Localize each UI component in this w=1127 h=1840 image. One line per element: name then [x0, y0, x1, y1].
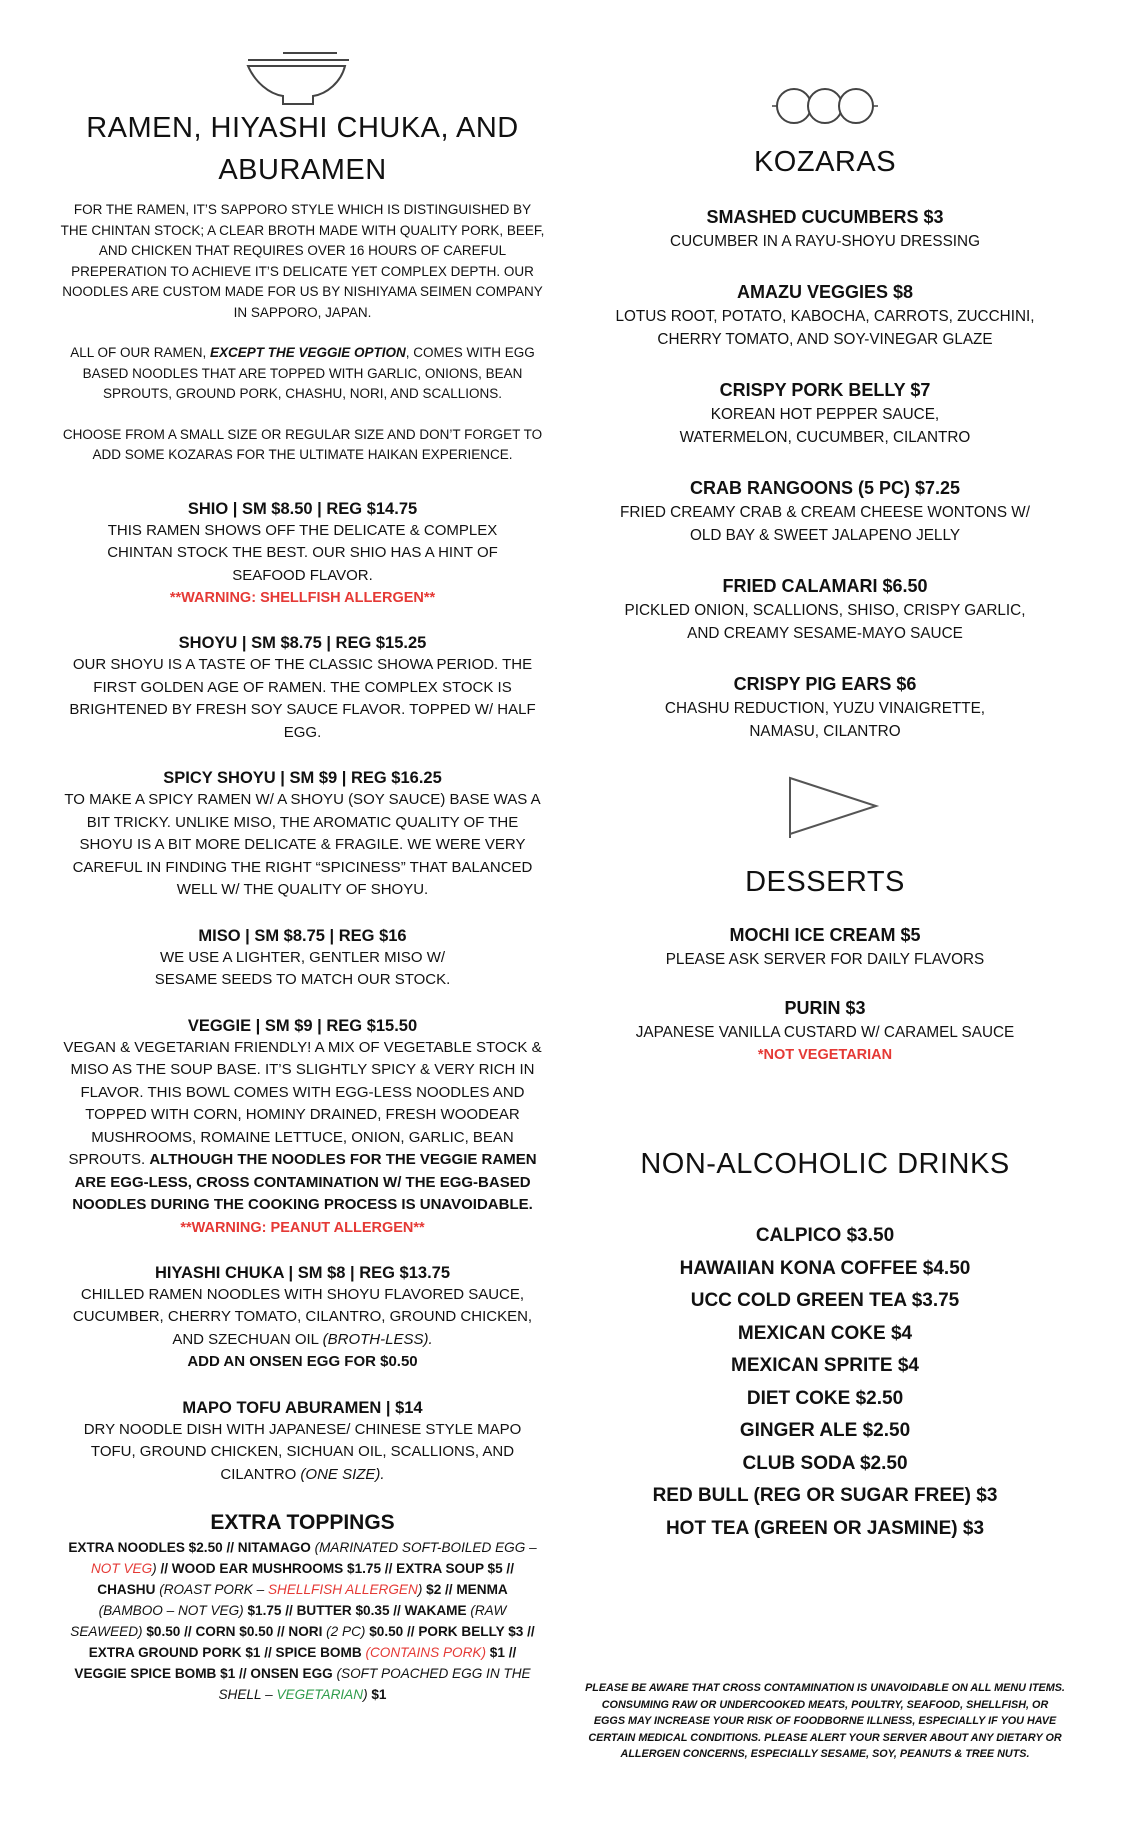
- kozara-item: CRISPY PORK BELLY $7 KOREAN HOT PEPPER SAUCE, WATERMELON, CUCUMBER, CILANTRO: [679, 380, 971, 446]
- menu-item-spicy-shoyu: [60, 767, 545, 902]
- kozaras-column: [600, 142, 1050, 769]
- item-title: HIYASHI CHUKA | SM $8 | REG $13.75: [154, 1263, 451, 1282]
- kozara-item: CRISPY PIG EARS $6 CHASHU REDUCTION, YUZU VINAIGRETTE, NAMASU, CILANTRO: [664, 674, 986, 740]
- menu-item-shio: [60, 498, 545, 610]
- drink-item: CALPICO $3.50: [755, 1225, 895, 1246]
- drink-item: HAWAIIAN KONA COFFEE $4.50: [679, 1257, 971, 1279]
- drink-item: UCC COLD GREEN TEA $3.75: [690, 1290, 960, 1311]
- drink-item: DIET COKE $2.50: [746, 1387, 904, 1409]
- kozaras-title: KOZARAS: [753, 146, 897, 178]
- kozara-item: SMASHED CUCUMBERS $3 CUCUMBER IN A RAYU-SHOYU DRESSING: [670, 207, 980, 250]
- drinks-list: [600, 1220, 1050, 1545]
- extra-toppings-list: EXTRA NOODLES $2.50 // NITAMAGO (MARINATED SOFT-BOILED EGG – NOT VEG) // WOOD EAR MUSHROOMS $1.75 // EXTRA SOUP $5 // CHASHU (ROAST PORK – SHELLFISH ALLERGEN) $2 // MENMA (BAMBOO – NOT VEG) $1.75 // BUTTER $0.35 // WAKAME (RAW SEAWEED) $0.50 // CORN $0.50 // NORI (2 PC) $0.50 // PORK BELLY $3 // EXTRA GROUND PORK $1 // SPICE BOMB (CONTAINS PORK) $1 // VEGGIE SPICE BOMB $1 // ONSEN EGG (SOFT POACHED EGG IN THE SHELL – VEGETARIAN) $1: [68, 1540, 537, 1702]
- desserts-title: DESSERTS: [745, 866, 905, 898]
- dessert-item: PURIN $3 JAPANESE VANILLA CUSTARD W/ CARAMEL SAUCE *NOT VEGETARIAN: [600, 995, 1050, 1066]
- menu-item-hiyashi-chuka: [60, 1262, 545, 1374]
- drinks-title: NON-ALCOHOLIC DRINKS: [640, 1148, 1010, 1180]
- item-description: CHILLED RAMEN NOODLES WITH SHOYU FLAVORED SAUCE, CUCUMBER, CHERRY TOMATO, CILANTRO, GROUND CHICKEN, AND SZECHUAN OIL (BROTH-LESS).: [72, 1285, 533, 1348]
- menu-item-miso: [60, 925, 545, 992]
- kozara-item: FRIED CALAMARI $6.50 PICKLED ONION, SCALLIONS, SHISO, CRISPY GARLIC, AND CREAMY SESAME-MAYO SAUCE: [624, 576, 1026, 642]
- allergen-warning: **WARNING: SHELLFISH ALLERGEN**: [169, 590, 436, 606]
- item-description: VEGAN & VEGETARIAN FRIENDLY! A MIX OF VEGETABLE STOCK & MISO AS THE SOUP BASE. IT’S SLIGHTLY SPICY & VERY RICH IN FLAVOR. THIS BOWL COMES WITH EGG-LESS NOODLES AND TOPPED WITH CORN, HOMINY DRAINED, FRESH WOODEAR MUSHROOMS, ROMAINE LETTUCE, ONION, GARLIC, BEAN SPROUTS. ALTHOUGH THE NOODLES FOR THE VEGGIE RAMEN ARE EGG-LESS, CROSS CONTAMINATION W/ THE EGG-BASED NOODLES DURING THE COOKING PROCESS IS UNAVOIDABLE.: [63, 1038, 542, 1213]
- item-title: SHIO | SM $8.50 | REG $14.75: [187, 499, 418, 518]
- item-title: MAPO TOFU ABURAMEN | $14: [182, 1398, 423, 1417]
- drinks-column: [600, 1144, 1050, 1545]
- item-description: DRY NOODLE DISH WITH JAPANESE/ CHINESE STYLE MAPO TOFU, GROUND CHICKEN, SICHUAN OIL, SCALLIONS, AND CILANTRO (ONE SIZE).: [83, 1420, 522, 1483]
- drink-item: GINGER ALE $2.50: [739, 1420, 911, 1441]
- drink-item: HOT TEA (GREEN OR JASMINE) $3: [665, 1517, 985, 1539]
- item-description: THIS RAMEN SHOWS OFF THE DELICATE & COMPLEX CHINTAN STOCK THE BEST. OUR SHIO HAS A HINT OF SEAFOOD FLAVOR.: [107, 521, 498, 584]
- item-title: SPICY SHOYU | SM $9 | REG $16.25: [163, 769, 442, 787]
- not-vegetarian-note: *NOT VEGETARIAN: [757, 1047, 893, 1063]
- item-addon: ADD AN ONSEN EGG FOR $0.50: [187, 1353, 418, 1370]
- allergen-disclaimer: PLEASE BE AWARE THAT CROSS CONTAMINATION IS UNAVOIDABLE ON ALL MENU ITEMS. CONSUMING RAW OR UNDERCOOKED MEATS, POULTRY, SEAFOOD, SHELLFISH, OR EGGS MAY INCREASE YOUR RISK OF FOODBORNE ILLNESS, ESPECIALLY IF YOU HAVE CERTAIN MEDICAL CONDITIONS. PLEASE ALERT YOUR SERVER ABOUT ANY DIETARY OR ALLERGEN CONCERNS, ESPECIALLY SESAME, SOY, PEANUTS & TREE NUTS.: [585, 1682, 1065, 1760]
- item-description: OUR SHOYU IS A TASTE OF THE CLASSIC SHOWA PERIOD. THE FIRST GOLDEN AGE OF RAMEN. THE COMPLEX STOCK IS BRIGHTENED BY FRESH SOY SAUCE FLAVOR. TOPPED W/ HALF EGG.: [69, 656, 536, 741]
- drink-item: CLUB SODA $2.50: [742, 1452, 908, 1474]
- dessert-item: MOCHI ICE CREAM $5 PLEASE ASK SERVER FOR DAILY FLAVORS: [665, 925, 985, 968]
- pennant-flag-icon: [788, 776, 880, 840]
- ramen-section-title: RAMEN, HIYASHI CHUKA, AND ABURAMEN: [86, 112, 519, 186]
- item-title: MISO | SM $8.75 | REG $16: [198, 926, 407, 945]
- item-title: SHOYU | SM $8.75 | REG $15.25: [178, 634, 427, 652]
- three-plates-icon: [770, 86, 880, 126]
- drink-item: RED BULL (REG OR SUGAR FREE) $3: [652, 1485, 998, 1506]
- drink-item: MEXICAN SPRITE $4: [731, 1355, 919, 1376]
- allergen-warning: **WARNING: PEANUT ALLERGEN**: [180, 1219, 425, 1236]
- ramen-bowl-icon: [245, 50, 365, 108]
- ramen-intro: [60, 200, 545, 466]
- drink-item: MEXICAN COKE $4: [737, 1322, 913, 1344]
- desserts-column: [600, 862, 1050, 1092]
- item-description: WE USE A LIGHTER, GENTLER MISO W/ SESAME SEEDS TO MATCH OUR STOCK.: [154, 948, 451, 988]
- extra-toppings-title: EXTRA TOPPINGS: [210, 1511, 395, 1534]
- intro-paragraph: CHOOSE FROM A SMALL SIZE OR REGULAR SIZE AND DON’T FORGET TO ADD SOME KOZARAS FOR THE ULTIMATE HAIKAN EXPERIENCE.: [62, 426, 543, 462]
- menu-item-shoyu: [60, 632, 545, 744]
- desserts-list: [600, 922, 1050, 1066]
- intro-paragraph: ALL OF OUR RAMEN, EXCEPT THE VEGGIE OPTION, COMES WITH EGG BASED NOODLES THAT ARE TOPPED WITH GARLIC, ONIONS, BEAN SPROUTS, GROUND PORK, CHASHU, NORI, AND SCALLIONS.: [70, 345, 535, 401]
- kozara-item: CRAB RANGOONS (5 PC) $7.25 FRIED CREAMY CRAB & CREAM CHEESE WONTONS W/ OLD BAY & SWEET JALAPENO JELLY: [620, 478, 1030, 544]
- kozaras-list: [600, 204, 1050, 743]
- intro-paragraph: FOR THE RAMEN, IT’S SAPPORO STYLE WHICH IS DISTINGUISHED BY THE CHINTAN STOCK; A CLEAR BROTH MADE WITH QUALITY PORK, BEEF, AND CHICKEN THAT REQUIRES OVER 16 HOURS OF CAREFUL PREPERATION TO ACHIEVE IT’S DELICATE YET COMPLEX DEPTH. OUR NOODLES ARE CUSTOM MADE FOR US BY NISHIYAMA SEIMEN COMPANY IN SAPPORO, JAPAN.: [60, 202, 545, 320]
- item-description: TO MAKE A SPICY RAMEN W/ A SHOYU (SOY SAUCE) BASE WAS A BIT TRICKY. UNLIKE MISO, THE AROMATIC QUALITY OF THE SHOYU IS A BIT MORE DELICATE & FRAGILE. WE WERE VERY CAREFUL IN FINDING THE RIGHT “SPICINESS” THAT BALANCED WELL W/ THE QUALITY OF SHOYU.: [64, 791, 541, 898]
- menu-item-veggie: [60, 1015, 545, 1239]
- kozara-item: AMAZU VEGGIES $8 LOTUS ROOT, POTATO, KABOCHA, CARROTS, ZUCCHINI, CHERRY TOMATO, AND SOY-VINEGAR GLAZE: [615, 282, 1035, 348]
- extra-toppings: [60, 1509, 545, 1705]
- item-title: VEGGIE | SM $9 | REG $15.50: [187, 1016, 418, 1035]
- menu-item-mapo-tofu: [60, 1397, 545, 1487]
- ramen-column: [60, 108, 545, 1705]
